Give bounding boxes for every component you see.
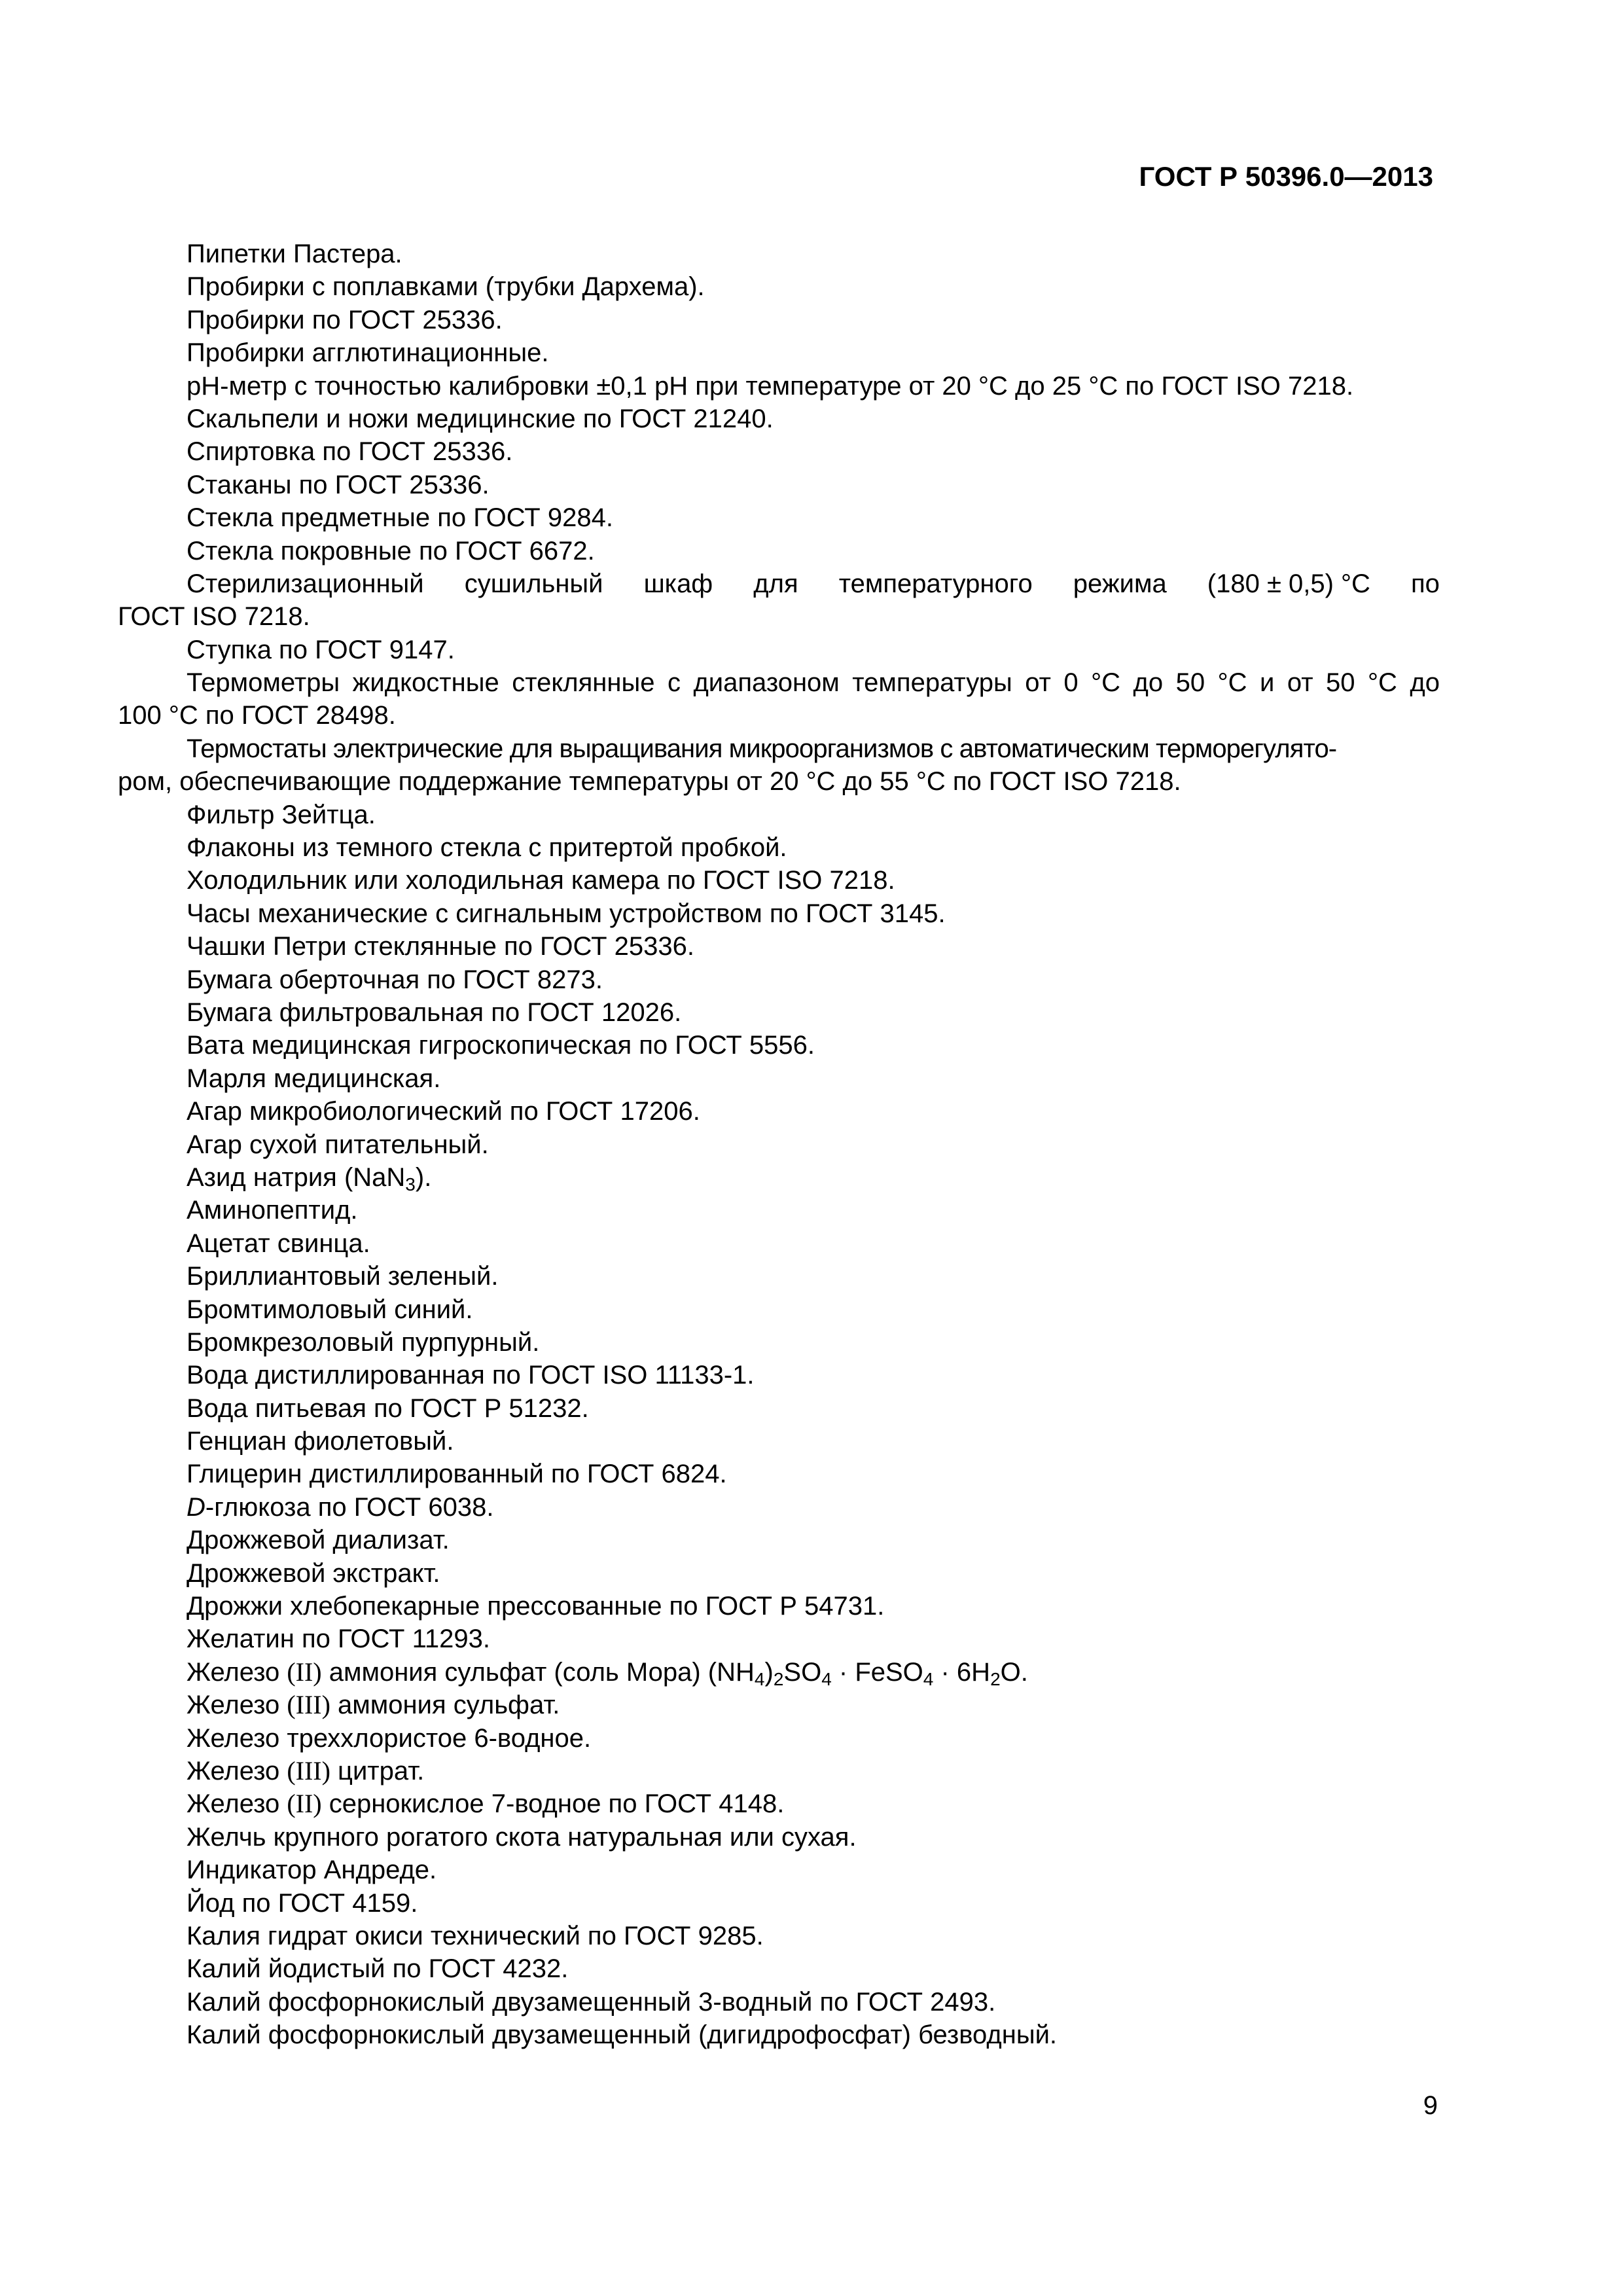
list-item: Холодильник или холодильная камера по ГОСТ ISO 7218. bbox=[187, 866, 895, 895]
list-item: Часы механические с сигнальным устройством по ГОСТ 3145. bbox=[187, 899, 946, 928]
list-item: Бриллиантовый зеленый. bbox=[187, 1262, 499, 1291]
list-item: Вата медицинская гигроскопическая по ГОСТ 5556. bbox=[187, 1031, 815, 1060]
thermostats-continuation: ром, обеспечивающие поддержание температуры от 20 °С до 55 °С по ГОСТ ISO 7218. bbox=[118, 767, 1181, 797]
list-item: Калий йодистый по ГОСТ 4232. bbox=[187, 1954, 569, 1984]
document-body bbox=[118, 238, 1440, 2051]
list-item: Флаконы из темного стекла с притертой пробкой. bbox=[187, 833, 787, 863]
list-item: Бромкрезоловый пурпурный. bbox=[187, 1327, 540, 1357]
list-item: Скальпели и ножи медицинские по ГОСТ 21240. bbox=[187, 404, 774, 433]
list-item: Марля медицинская. bbox=[187, 1064, 441, 1093]
list-item: Железо (II) аммония сульфат (соль Мора) $(NH_4)_2SO_4$ · FeSO$_4$ · $6H_2O$. bbox=[187, 1657, 1028, 1689]
list-item: Пипетки Пастера. bbox=[187, 240, 402, 268]
list-item: Агар микробиологический по ГОСТ 17206. bbox=[187, 1097, 700, 1126]
list-item: Спиртовка по ГОСТ 25336. bbox=[187, 437, 513, 467]
thermostats-line: Термостаты электрические для выращивания микроорганизмов с автоматическим терморегулято- bbox=[187, 734, 1337, 763]
list-item: Пробирки агглютинационные. bbox=[187, 338, 549, 368]
thermometers-line: Термометры жидкостные стеклянные с диапазоном температуры от 0 °С до 50 °С и от 50 °С до bbox=[187, 668, 1440, 698]
justified-word: температурного bbox=[838, 569, 1033, 598]
sterilizer-continuation: ГОСТ ISO 7218. bbox=[118, 602, 310, 632]
justified-word: шкаф bbox=[643, 569, 713, 598]
list-item: Азид натрия (NaN$_3$). bbox=[187, 1162, 432, 1194]
thermometers-continuation: 100 °С по ГОСТ 28498. bbox=[118, 701, 396, 730]
list-item: Стекла покровные по ГОСТ 6672. bbox=[187, 536, 595, 565]
list-item: Аминопептид. bbox=[187, 1196, 358, 1225]
list-item: Калий фосфорнокислый двузамещенный 3-водный по ГОСТ 2493. bbox=[187, 1987, 996, 2017]
list-item: Чашки Петри стеклянные по ГОСТ 25336. bbox=[187, 932, 694, 961]
list-item: Стекла предметные по ГОСТ 9284. bbox=[187, 503, 613, 533]
list-item: Генциан фиолетовый. bbox=[187, 1427, 454, 1456]
list-item: Калия гидрат окиси технический по ГОСТ 9285. bbox=[187, 1921, 764, 1950]
list-item: рН-метр с точностью калибровки ±0,1 рН при температуре от 20 °С до 25 °С по ГОСТ ISO 7218. bbox=[187, 371, 1354, 401]
list-item: Индикатор Андреде. bbox=[187, 1856, 437, 1885]
sterilizer-line bbox=[118, 567, 1440, 600]
list-item: Железо треххлористое 6-водное. bbox=[187, 1723, 592, 1753]
list-item: Пробирки с поплавками (трубки Дархема). bbox=[187, 272, 705, 302]
list-item: Дрожжевой экстракт. bbox=[187, 1558, 440, 1588]
list-item: Вода питьевая по ГОСТ Р 51232. bbox=[187, 1393, 589, 1423]
list-item: Желатин по ГОСТ 11293. bbox=[187, 1624, 490, 1654]
justified-word: по bbox=[1411, 569, 1440, 598]
list-item: Дрожжевой диализат. bbox=[187, 1526, 450, 1555]
justified-word: Стерилизационный bbox=[187, 569, 424, 598]
list-item: Бумага фильтровальная по ГОСТ 12026. bbox=[187, 997, 682, 1027]
list-item: Железо (III) аммония сульфат. bbox=[187, 1690, 560, 1720]
justified-word: для bbox=[753, 569, 798, 598]
list-item: Калий фосфорнокислый двузамещенный (дигидрофосфат) безводный. bbox=[187, 2020, 1058, 2050]
list-item: Ступка по ГОСТ 9147. bbox=[187, 635, 455, 664]
list-item: Железо (II) сернокислое 7-водное по ГОСТ 4148. bbox=[187, 1789, 785, 1819]
list-item: Железо (III) цитрат. bbox=[187, 1755, 425, 1785]
list-item: Фильтр Зейтца. bbox=[187, 800, 376, 829]
page-number: 9 bbox=[1423, 2091, 1438, 2120]
list-item: Йод по ГОСТ 4159. bbox=[187, 1888, 418, 1918]
document-header: ГОСТ Р 50396.0—2013 bbox=[1139, 161, 1433, 192]
justified-word: режима bbox=[1073, 569, 1167, 598]
list-item: Дрожжи хлебопекарные прессованные по ГОСТ Р 54731. bbox=[187, 1592, 885, 1621]
list-item: Ацетат свинца. bbox=[187, 1229, 370, 1258]
list-item: Желчь крупного рогатого скота натуральная или сухая. bbox=[187, 1822, 857, 1852]
list-item: Бумага оберточная по ГОСТ 8273. bbox=[187, 965, 603, 994]
list-item: Пробирки по ГОСТ 25336. bbox=[187, 305, 503, 334]
list-item: Вода дистиллированная по ГОСТ ISO 11133-1. bbox=[187, 1361, 755, 1390]
list-item: D-глюкоза по ГОСТ 6038. bbox=[187, 1492, 494, 1522]
list-item: Стаканы по ГОСТ 25336. bbox=[187, 470, 490, 499]
list-item: Глицерин дистиллированный по ГОСТ 6824. bbox=[187, 1460, 727, 1489]
list-item: Агар сухой питательный. bbox=[187, 1130, 489, 1159]
justified-word: сушильный bbox=[464, 569, 603, 598]
justified-word: (180 ± 0,5) °С bbox=[1207, 569, 1370, 598]
list-item: Бромтимоловый синий. bbox=[187, 1295, 473, 1324]
